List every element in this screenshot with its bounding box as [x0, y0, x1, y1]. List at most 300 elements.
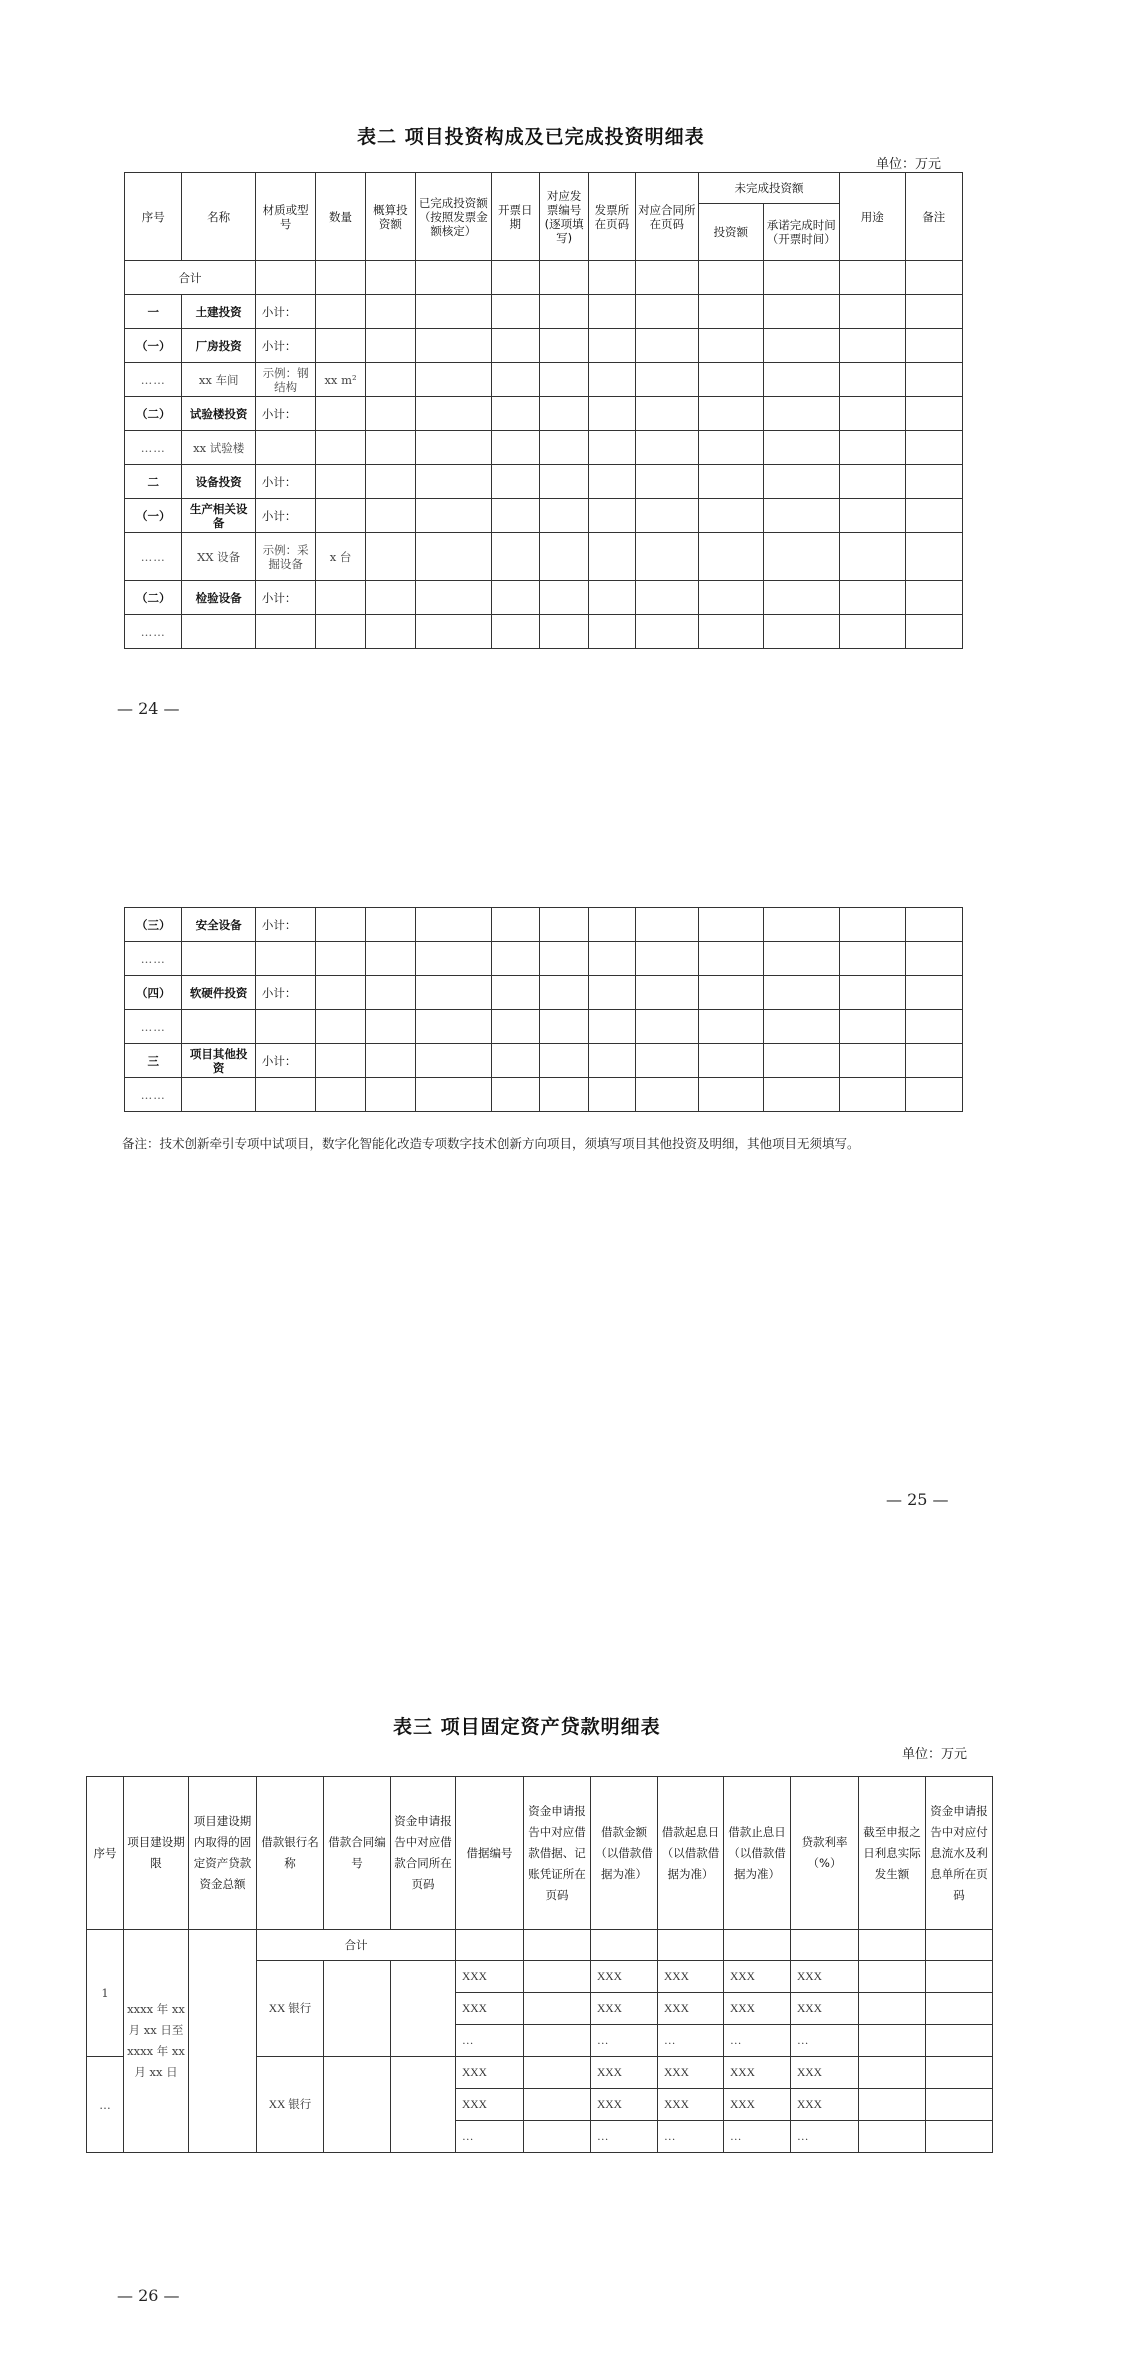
table-row: [125, 942, 963, 976]
empty-cell: [416, 431, 492, 465]
table3-header-13: 资金申请报告中对应付息流水及利息单所在页码: [926, 1777, 993, 1930]
empty-cell: [763, 431, 840, 465]
empty-cell: [539, 581, 588, 615]
empty-cell: [539, 363, 588, 397]
empty-cell: [635, 329, 698, 363]
cell-rate: …: [791, 2121, 859, 2153]
empty-cell: [699, 615, 763, 649]
row-material: [255, 1078, 315, 1112]
cell-amount: XXX: [591, 1993, 658, 2025]
row-material: [255, 615, 315, 649]
contract-no: [324, 2057, 391, 2153]
empty-cell: [699, 329, 763, 363]
header-completed: 已完成投资额（按照发票金额核定）: [416, 173, 492, 261]
empty-cell: [491, 615, 539, 649]
empty-cell: [905, 615, 962, 649]
empty-cell: [524, 1961, 591, 1993]
header-remark: 备注: [905, 173, 962, 261]
cell-rate: XXX: [791, 2057, 859, 2089]
row-quantity: xx m²: [316, 363, 365, 397]
empty-cell: [905, 976, 962, 1010]
empty-cell: [840, 1078, 905, 1112]
empty-cell: [365, 908, 415, 942]
cell-receipt: XXX: [456, 1993, 524, 2025]
row-quantity: [316, 615, 365, 649]
row-seq: 二: [125, 465, 182, 499]
empty-cell: [840, 363, 905, 397]
row-quantity: [316, 908, 365, 942]
empty-cell: [699, 431, 763, 465]
cell-receipt: XXX: [456, 2057, 524, 2089]
empty-cell: [635, 615, 698, 649]
empty-cell: [905, 329, 962, 363]
cell-receipt: XXX: [456, 2089, 524, 2121]
empty-cell: [635, 976, 698, 1010]
empty-cell: [859, 2025, 926, 2057]
empty-cell: [365, 499, 415, 533]
cell-rate: XXX: [791, 1993, 859, 2025]
empty-cell: [365, 976, 415, 1010]
empty-cell: [926, 1961, 993, 1993]
table-row: [125, 397, 963, 431]
empty-cell: [699, 581, 763, 615]
row-name: [182, 1010, 256, 1044]
empty-cell: [763, 363, 840, 397]
row-quantity: [316, 976, 365, 1010]
empty-cell: [589, 533, 635, 581]
empty-cell: [491, 329, 539, 363]
empty-cell: [635, 581, 698, 615]
table-row: [125, 581, 963, 615]
empty-cell: [524, 1930, 591, 1961]
empty-cell: [491, 465, 539, 499]
empty-cell: [365, 465, 415, 499]
empty-cell: [905, 465, 962, 499]
cell-amount: XXX: [591, 2089, 658, 2121]
table3-header-5: 资金申请报告中对应借款合同所在页码: [391, 1777, 456, 1930]
empty-cell: [491, 499, 539, 533]
row-seq: ……: [125, 363, 182, 397]
empty-cell: [699, 363, 763, 397]
empty-cell: [524, 2057, 591, 2089]
table-row: [125, 533, 963, 581]
empty-cell: [589, 1010, 635, 1044]
empty-cell: [539, 431, 588, 465]
empty-cell: [416, 363, 492, 397]
empty-cell: [905, 295, 962, 329]
empty-cell: [589, 431, 635, 465]
empty-cell: [491, 942, 539, 976]
row-material: 示例：采掘设备: [255, 533, 315, 581]
row-name: 软硬件投资: [182, 976, 256, 1010]
row-material: [255, 1010, 315, 1044]
empty-cell: [416, 581, 492, 615]
row-material: 小计：: [255, 465, 315, 499]
table-row: [125, 908, 963, 942]
construction-period: xxxx 年 xx 月 xx 日至 xxxx 年 xx 月 xx 日: [124, 1930, 189, 2153]
empty-cell: [365, 363, 415, 397]
empty-cell: [365, 533, 415, 581]
row-material: 小计：: [255, 295, 315, 329]
table2-title: 表二 项目投资构成及已完成投资明细表: [357, 126, 705, 148]
empty-cell: [905, 1044, 962, 1078]
row-name: xx 车间: [182, 363, 256, 397]
row-seq: （四）: [125, 976, 182, 1010]
table-row: [125, 615, 963, 649]
empty-cell: [905, 499, 962, 533]
empty-cell: [365, 295, 415, 329]
empty-cell: [491, 1044, 539, 1078]
empty-cell: [763, 465, 840, 499]
row-quantity: [316, 1010, 365, 1044]
empty-cell: [763, 1010, 840, 1044]
row-seq: …: [87, 2057, 124, 2153]
row-seq: ……: [125, 615, 182, 649]
empty-cell: [589, 329, 635, 363]
empty-cell: [491, 908, 539, 942]
table2-unit-label: 单位：万元: [876, 157, 942, 172]
table3-header-12: 截至申报之日利息实际发生额: [859, 1777, 926, 1930]
empty-cell: [491, 1078, 539, 1112]
empty-cell: [926, 1930, 993, 1961]
cell-rate: XXX: [791, 2089, 859, 2121]
empty-cell: [365, 942, 415, 976]
empty-cell: [365, 431, 415, 465]
row-seq: （二）: [125, 397, 182, 431]
empty-cell: [539, 397, 588, 431]
empty-cell: [491, 295, 539, 329]
page-number-26: — 26 —: [117, 2286, 180, 2305]
row-name: [182, 1078, 256, 1112]
empty-cell: [491, 976, 539, 1010]
empty-cell: [539, 499, 588, 533]
empty-cell: [926, 2089, 993, 2121]
empty-cell: [699, 295, 763, 329]
table-row: [125, 329, 963, 363]
row-quantity: [316, 295, 365, 329]
cell-end: …: [724, 2025, 791, 2057]
empty-cell: [840, 1010, 905, 1044]
empty-cell: [589, 397, 635, 431]
cell-start: XXX: [658, 1993, 724, 2025]
empty-cell: [763, 976, 840, 1010]
empty-cell: [539, 533, 588, 581]
empty-cell: [905, 942, 962, 976]
row-name: xx 试验楼: [182, 431, 256, 465]
row-seq: 1: [87, 1930, 124, 2057]
header-budget: 概算投资额: [365, 173, 415, 261]
empty-cell: [699, 976, 763, 1010]
empty-cell: [840, 397, 905, 431]
row-name: 项目其他投资: [182, 1044, 256, 1078]
empty-cell: [539, 1078, 588, 1112]
table-row: [125, 465, 963, 499]
loan-total-amount: [189, 1930, 257, 2153]
row-material: [255, 942, 315, 976]
page-number-24: — 24 —: [117, 699, 180, 718]
cell-end: XXX: [724, 2057, 791, 2089]
empty-cell: [365, 615, 415, 649]
table3-fixed-asset-loan-detail: [86, 1776, 993, 2153]
empty-cell: [635, 1044, 698, 1078]
row-quantity: [316, 499, 365, 533]
table3-header-4: 借款合同编号: [324, 1777, 391, 1930]
cell-rate: XXX: [791, 1961, 859, 1993]
empty-cell: [416, 976, 492, 1010]
cell-end: …: [724, 2121, 791, 2153]
row-material: [255, 431, 315, 465]
empty-cell: [635, 363, 698, 397]
empty-cell: [905, 533, 962, 581]
empty-cell: [859, 1961, 926, 1993]
table-row: [125, 499, 963, 533]
row-seq: ……: [125, 431, 182, 465]
row-name: 土建投资: [182, 295, 256, 329]
row-seq: ……: [125, 1010, 182, 1044]
table-row: [125, 363, 963, 397]
empty-cell: [416, 465, 492, 499]
empty-cell: [589, 295, 635, 329]
empty-cell: [840, 908, 905, 942]
header-contract-page: 对应合同所在页码: [635, 173, 698, 261]
table2-investment-detail: [124, 172, 963, 649]
table2-note: 备注：技术创新牵引专项中试项目，数字化智能化改造专项数字技术创新方向项目，须填写项目其他投资及明细，其他项目无须填写。: [122, 1136, 860, 1151]
cell-start: XXX: [658, 2089, 724, 2121]
empty-cell: [905, 581, 962, 615]
row-seq: （一）: [125, 329, 182, 363]
row-seq: 一: [125, 295, 182, 329]
empty-cell: [840, 431, 905, 465]
cell-start: XXX: [658, 1961, 724, 1993]
empty-cell: [589, 363, 635, 397]
empty-cell: [840, 942, 905, 976]
empty-cell: [589, 908, 635, 942]
page-number-25: — 25 —: [886, 1490, 949, 1509]
empty-cell: [365, 329, 415, 363]
empty-cell: [763, 295, 840, 329]
empty-cell: [926, 2025, 993, 2057]
table3-title: 表三 项目固定资产贷款明细表: [393, 1716, 661, 1738]
empty-cell: [658, 1930, 724, 1961]
row-material: 小计：: [255, 329, 315, 363]
empty-cell: [589, 581, 635, 615]
row-seq: （三）: [125, 908, 182, 942]
empty-cell: [699, 942, 763, 976]
empty-cell: [926, 1993, 993, 2025]
row-name: 厂房投资: [182, 329, 256, 363]
table3-header-9: 借款起息日（以借款借据为准）: [658, 1777, 724, 1930]
empty-cell: [859, 2121, 926, 2153]
empty-cell: [524, 1993, 591, 2025]
row-material: 小计：: [255, 581, 315, 615]
row-name: XX 设备: [182, 533, 256, 581]
empty-cell: [859, 1993, 926, 2025]
bank-name: XX 银行: [257, 1961, 324, 2057]
empty-cell: [589, 499, 635, 533]
row-quantity: [316, 942, 365, 976]
empty-cell: [763, 499, 840, 533]
row-quantity: [316, 431, 365, 465]
empty-cell: [635, 295, 698, 329]
empty-cell: [635, 1010, 698, 1044]
row-material: 示例：钢结构: [255, 363, 315, 397]
empty-cell: [416, 533, 492, 581]
empty-cell: [763, 397, 840, 431]
empty-cell: [539, 1010, 588, 1044]
contract-no: [324, 1961, 391, 2057]
row-quantity: [316, 397, 365, 431]
total-label: 合计: [125, 261, 256, 295]
empty-cell: [699, 465, 763, 499]
empty-cell: [840, 465, 905, 499]
table-row: [125, 976, 963, 1010]
empty-cell: [763, 615, 840, 649]
cell-start: …: [658, 2121, 724, 2153]
empty-cell: [416, 295, 492, 329]
cell-end: XXX: [724, 1961, 791, 1993]
row-quantity: [316, 1078, 365, 1112]
row-quantity: x 台: [316, 533, 365, 581]
empty-cell: [859, 2089, 926, 2121]
row-quantity: [316, 1044, 365, 1078]
row-material: 小计：: [255, 908, 315, 942]
row-quantity: [316, 465, 365, 499]
table3-header-8: 借款金额（以借款借据为准）: [591, 1777, 658, 1930]
header-invoice-no: 对应发票编号(逐项填写): [539, 173, 588, 261]
empty-cell: [589, 615, 635, 649]
table3-header-7: 资金申请报告中对应借款借据、记账凭证所在页码: [524, 1777, 591, 1930]
row-quantity: [316, 581, 365, 615]
empty-cell: [416, 1044, 492, 1078]
row-name: 安全设备: [182, 908, 256, 942]
empty-cell: [491, 363, 539, 397]
total-label: 合计: [257, 1930, 456, 1961]
empty-cell: [635, 465, 698, 499]
cell-end: XXX: [724, 1993, 791, 2025]
empty-cell: [635, 499, 698, 533]
empty-cell: [491, 1010, 539, 1044]
empty-cell: [840, 581, 905, 615]
table-row: [125, 1010, 963, 1044]
empty-cell: [589, 1078, 635, 1112]
empty-cell: [699, 1078, 763, 1112]
empty-cell: [524, 2121, 591, 2153]
empty-cell: [840, 533, 905, 581]
empty-cell: [365, 581, 415, 615]
empty-cell: [763, 533, 840, 581]
row-name: [182, 615, 256, 649]
empty-cell: [416, 908, 492, 942]
empty-cell: [905, 363, 962, 397]
header-promised-time: 承诺完成时间（开票时间）: [763, 204, 840, 261]
empty-cell: [416, 397, 492, 431]
empty-cell: [524, 2025, 591, 2057]
empty-cell: [763, 581, 840, 615]
empty-cell: [905, 1010, 962, 1044]
empty-cell: [635, 1078, 698, 1112]
bank-name: XX 银行: [257, 2057, 324, 2153]
cell-receipt: …: [456, 2121, 524, 2153]
empty-cell: [539, 329, 588, 363]
header-material: 材质或型号: [255, 173, 315, 261]
empty-cell: [763, 1078, 840, 1112]
empty-cell: [416, 499, 492, 533]
table-row-total: [87, 1930, 993, 1961]
empty-cell: [791, 1930, 859, 1961]
table3-header-1: 项目建设期限: [124, 1777, 189, 1930]
empty-cell: [635, 533, 698, 581]
empty-cell: [456, 1930, 524, 1961]
table-row-total: [125, 261, 963, 295]
row-material: 小计：: [255, 1044, 315, 1078]
empty-cell: [491, 581, 539, 615]
empty-cell: [589, 1044, 635, 1078]
empty-cell: [840, 615, 905, 649]
empty-cell: [491, 397, 539, 431]
cell-amount: …: [591, 2121, 658, 2153]
row-name: 设备投资: [182, 465, 256, 499]
header-invoice-page: 发票所在页码: [589, 173, 635, 261]
empty-cell: [635, 942, 698, 976]
row-name: [182, 942, 256, 976]
empty-cell: [840, 499, 905, 533]
row-seq: （二）: [125, 581, 182, 615]
table2-investment-detail-continued: [124, 907, 963, 1112]
empty-cell: [491, 431, 539, 465]
empty-cell: [859, 2057, 926, 2089]
table3-header-3: 借款银行名称: [257, 1777, 324, 1930]
empty-cell: [365, 1044, 415, 1078]
empty-cell: [416, 329, 492, 363]
empty-cell: [539, 976, 588, 1010]
header-unfinished-amount: 投资额: [699, 204, 763, 261]
empty-cell: [699, 908, 763, 942]
row-material: 小计：: [255, 976, 315, 1010]
table3-header-6: 借据编号: [456, 1777, 524, 1930]
row-seq: （一）: [125, 499, 182, 533]
empty-cell: [416, 1078, 492, 1112]
cell-start: …: [658, 2025, 724, 2057]
header-quantity: 数量: [316, 173, 365, 261]
empty-cell: [416, 942, 492, 976]
header-usage: 用途: [840, 173, 905, 261]
table-row: [125, 1044, 963, 1078]
row-seq: ……: [125, 942, 182, 976]
empty-cell: [539, 465, 588, 499]
cell-amount: XXX: [591, 1961, 658, 1993]
row-name: 检验设备: [182, 581, 256, 615]
empty-cell: [416, 1010, 492, 1044]
empty-cell: [763, 329, 840, 363]
table-row: [125, 1078, 963, 1112]
cell-receipt: XXX: [456, 1961, 524, 1993]
empty-cell: [539, 1044, 588, 1078]
header-name: 名称: [182, 173, 256, 261]
empty-cell: [539, 615, 588, 649]
empty-cell: [724, 1930, 791, 1961]
empty-cell: [491, 533, 539, 581]
row-material: 小计：: [255, 499, 315, 533]
contract-page: [391, 1961, 456, 2057]
table3-header-2: 项目建设期内取得的固定资产贷款资金总额: [189, 1777, 257, 1930]
empty-cell: [524, 2089, 591, 2121]
table3-header-0: 序号: [87, 1777, 124, 1930]
empty-cell: [840, 976, 905, 1010]
cell-amount: XXX: [591, 2057, 658, 2089]
empty-cell: [635, 397, 698, 431]
cell-rate: …: [791, 2025, 859, 2057]
cell-amount: …: [591, 2025, 658, 2057]
